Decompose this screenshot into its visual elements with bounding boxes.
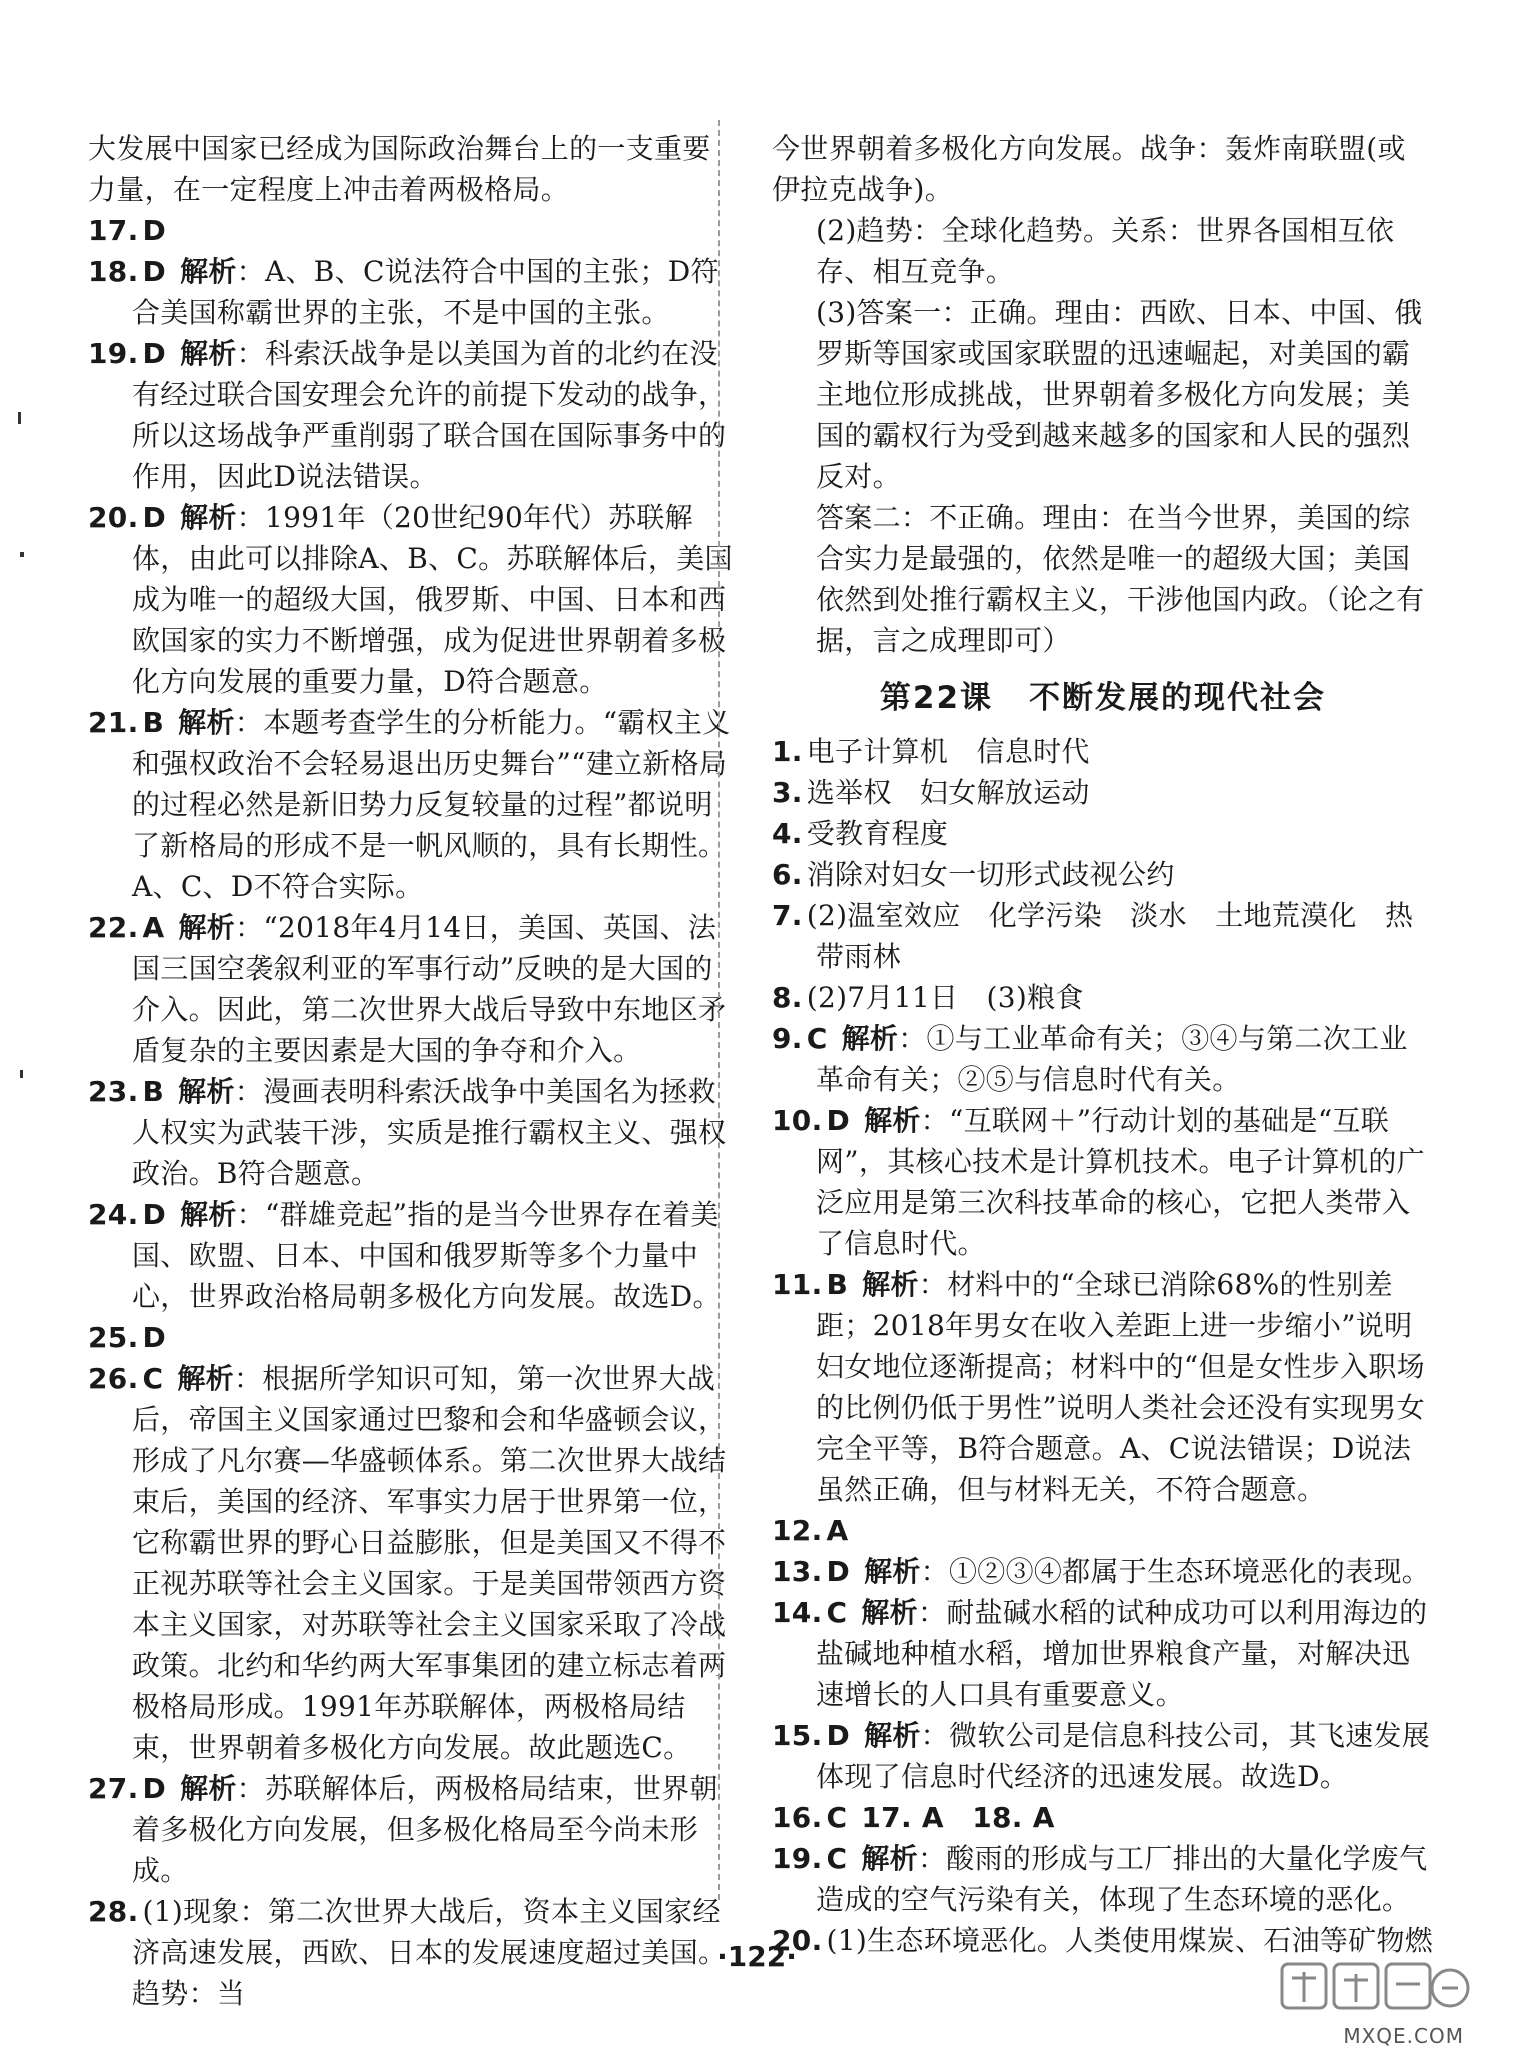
page-number: ·122· bbox=[717, 1940, 797, 1973]
item-answer: D bbox=[142, 214, 167, 247]
scan-mark bbox=[18, 412, 21, 424]
answer-item bbox=[772, 977, 1434, 1018]
item-answer: D bbox=[142, 1321, 167, 1354]
analysis-label: 解析 bbox=[862, 1268, 919, 1301]
analysis-colon: ： bbox=[236, 501, 265, 534]
analysis-label: 解析 bbox=[180, 1198, 237, 1231]
analysis-colon: ： bbox=[236, 255, 265, 288]
sub-answer bbox=[772, 497, 1434, 661]
answer-item bbox=[772, 813, 1434, 854]
analysis-label: 解析 bbox=[180, 501, 237, 534]
analysis-colon: ： bbox=[236, 337, 265, 370]
item-text: (2)7月11日 (3)粮食 bbox=[806, 981, 1084, 1014]
answer-item bbox=[772, 731, 1434, 772]
item-text: 1991年（20世纪90年代）苏联解体，由此可以排除A、B、C。苏联解体后，美国成为唯一的超级大国，俄罗斯、中国、日本和西欧国家的实力不断增强，成为促进世界朝着多极化方向发展的重要力量，D符合题意。 bbox=[132, 501, 733, 698]
analysis-label: 解析 bbox=[177, 1362, 234, 1395]
analysis-colon: ： bbox=[917, 1596, 947, 1629]
item-text: 漫画表明科索沃战争中美国名为拯救人权实为武装干涉，实质是推行霸权主义、强权政治。B符合题意。 bbox=[132, 1075, 727, 1190]
analysis-label: 解析 bbox=[861, 1842, 918, 1875]
item-answer: C bbox=[826, 1842, 848, 1875]
answer-item bbox=[772, 772, 1434, 813]
answer-item bbox=[772, 1510, 1434, 1551]
answer-item bbox=[772, 895, 1434, 977]
analysis-label: 解析 bbox=[861, 1596, 918, 1629]
item-number: 20. bbox=[88, 501, 139, 534]
item-text: 受教育程度 bbox=[806, 817, 949, 850]
continued-text bbox=[88, 128, 736, 210]
item-number: 14. bbox=[772, 1596, 823, 1629]
item-text: (2)温室效应 化学污染 淡水 土地荒漠化 热带雨林 bbox=[806, 899, 1414, 973]
item-number: 20. bbox=[772, 1924, 823, 1957]
analysis-colon: ： bbox=[918, 1268, 948, 1301]
item-text: 选举权 妇女解放运动 bbox=[806, 776, 1090, 809]
answer-item bbox=[772, 1100, 1434, 1264]
item-number: 23. bbox=[88, 1075, 139, 1108]
analysis-colon: ： bbox=[234, 706, 264, 739]
item-text: (3)答案一：正确。理由：西欧、日本、中国、俄罗斯等国家或国家联盟的迅速崛起，对美国的霸主地位形成挑战，世界朝着多极化方向发展；美国的霸权行为受到越来越多的国家和人民的强烈反对。 bbox=[816, 296, 1423, 493]
item-answer: D bbox=[142, 1772, 167, 1805]
answer-item bbox=[88, 251, 736, 333]
answer-item bbox=[772, 1797, 1434, 1838]
item-number: 6. bbox=[772, 858, 803, 891]
item-text: 电子计算机 信息时代 bbox=[806, 735, 1090, 768]
item-answer: D bbox=[142, 337, 167, 370]
item-extra: 17. A 18. A bbox=[861, 1801, 1055, 1834]
answer-item bbox=[88, 1194, 736, 1317]
continued-text bbox=[772, 128, 1434, 210]
analysis-colon: ： bbox=[233, 1362, 263, 1395]
item-answer: A bbox=[142, 911, 165, 944]
watermark-text: MXQE.COM bbox=[1343, 2024, 1464, 2048]
item-answer: C bbox=[142, 1362, 164, 1395]
answer-item bbox=[88, 1768, 736, 1891]
item-number: 24. bbox=[88, 1198, 139, 1231]
item-text: 微软公司是信息科技公司，其飞速发展体现了信息时代经济的迅速发展。故选D。 bbox=[816, 1719, 1431, 1793]
item-answer: D bbox=[826, 1104, 851, 1137]
item-answer: D bbox=[826, 1555, 851, 1588]
item-number: 8. bbox=[772, 981, 803, 1014]
analysis-label: 解析 bbox=[178, 1075, 235, 1108]
item-number: 27. bbox=[88, 1772, 139, 1805]
answer-item bbox=[772, 1715, 1434, 1797]
analysis-label: 解析 bbox=[180, 337, 237, 370]
item-number: 21. bbox=[88, 706, 139, 739]
item-answer: D bbox=[142, 1198, 167, 1231]
analysis-label: 解析 bbox=[864, 1104, 921, 1137]
answer-item bbox=[772, 1018, 1434, 1100]
item-number: 3. bbox=[772, 776, 803, 809]
item-number: 10. bbox=[772, 1104, 823, 1137]
item-number: 18. bbox=[88, 255, 139, 288]
item-number: 13. bbox=[772, 1555, 823, 1588]
item-text: “互联网＋”行动计划的基础是“互联网”，其核心技术是计算机技术。电子计算机的广泛应用是第三次科技革命的核心，它把人类带入了信息时代。 bbox=[816, 1104, 1425, 1260]
answer-item bbox=[772, 1838, 1434, 1920]
item-number: 26. bbox=[88, 1362, 139, 1395]
item-answer: D bbox=[826, 1719, 851, 1752]
item-text: 苏联解体后，两极格局结束，世界朝着多极化方向发展，但多极化格局至今尚未形成。 bbox=[132, 1772, 718, 1887]
item-number: 19. bbox=[772, 1842, 823, 1875]
item-number: 16. bbox=[772, 1801, 823, 1834]
item-text: 消除对妇女一切形式歧视公约 bbox=[806, 858, 1175, 891]
analysis-label: 解析 bbox=[178, 706, 235, 739]
item-text: 科索沃战争是以美国为首的北约在没有经过联合国安理会允许的前提下发动的战争，所以这场战争严重削弱了联合国在国际事务中的作用，因此D说法错误。 bbox=[132, 337, 727, 493]
item-answer: C bbox=[826, 1596, 848, 1629]
item-number: 4. bbox=[772, 817, 803, 850]
analysis-label: 解析 bbox=[864, 1555, 921, 1588]
analysis-colon: ： bbox=[898, 1022, 927, 1055]
analysis-colon: ： bbox=[234, 1075, 264, 1108]
answer-item bbox=[88, 907, 736, 1071]
scan-mark bbox=[20, 1070, 23, 1078]
answer-item bbox=[88, 497, 736, 702]
section-heading bbox=[772, 675, 1434, 721]
analysis-colon: ： bbox=[920, 1555, 949, 1588]
analysis-label: 解析 bbox=[864, 1719, 921, 1752]
item-text: 今世界朝着多极化方向发展。战争：轰炸南联盟(或伊拉克战争)。 bbox=[772, 132, 1406, 206]
answer-item bbox=[88, 210, 736, 251]
sub-answer bbox=[772, 210, 1434, 292]
item-text: 耐盐碱水稻的试种成功可以利用海边的盐碱地种植水稻，增加世界粮食产量，对解决迅速增长的人口具有重要意义。 bbox=[816, 1596, 1428, 1711]
item-number: 22. bbox=[88, 911, 139, 944]
item-text: (1)生态环境恶化。人类使用煤炭、石油等矿物燃 bbox=[826, 1924, 1434, 1957]
item-number: 7. bbox=[772, 899, 803, 932]
item-text: 材料中的“全球已消除68%的性别差距；2018年男女在收入差距上进一步缩小”说明妇女地位逐渐提高；材料中的“但是女性步入职场的比例仍低于男性”说明人类社会还没有实现男女完全平等，B符合题意。A、C说法错误；D说法虽然正确，但与材料无关，不符合题意。 bbox=[816, 1268, 1425, 1506]
scan-mark bbox=[20, 552, 24, 557]
analysis-label: 解析 bbox=[180, 1772, 237, 1805]
item-answer: C bbox=[806, 1022, 828, 1055]
analysis-colon: ： bbox=[920, 1104, 949, 1137]
lesson-title: 不断发展的现代社会 bbox=[1029, 680, 1327, 716]
item-number: 17. bbox=[88, 214, 139, 247]
analysis-label: 解析 bbox=[180, 255, 237, 288]
item-text: 答案二：不正确。理由：在当今世界，美国的综合实力是最强的，依然是唯一的超级大国；美国依然到处推行霸权主义，干涉他国内政。（论之有据，言之成理即可） bbox=[816, 501, 1425, 657]
item-text: 根据所学知识可知，第一次世界大战后，帝国主义国家通过巴黎和会和华盛顿会议，形成了凡尔赛—华盛顿体系。第二次世界大战结束后，美国的经济、军事实力居于世界第一位，它称霸世界的野心日益膨胀，但是美国又不得不正视苏联等社会主义国家。于是美国带领西方资本主义国家，对苏联等社会主义国家采取了冷战政策。北约和华约两大军事集团的建立标志着两极格局形成。1991年苏联解体，两极格局结束，世界朝着多极化方向发展。故此题选C。 bbox=[132, 1362, 727, 1764]
analysis-colon: ： bbox=[917, 1842, 947, 1875]
column-divider bbox=[718, 120, 720, 1900]
item-number: 9. bbox=[772, 1022, 803, 1055]
item-text: 大发展中国家已经成为国际政治舞台上的一支重要力量，在一定程度上冲击着两极格局。 bbox=[88, 132, 711, 206]
item-number: 15. bbox=[772, 1719, 823, 1752]
item-number: 1. bbox=[772, 735, 803, 768]
item-answer: B bbox=[142, 706, 165, 739]
item-text: 酸雨的形成与工厂排出的大量化学废气造成的空气污染有关，体现了生态环境的恶化。 bbox=[816, 1842, 1428, 1916]
answer-item bbox=[88, 702, 736, 907]
lesson-number: 第22课 bbox=[879, 680, 994, 716]
answer-item bbox=[772, 1264, 1434, 1510]
item-text: ①②③④都属于生态环境恶化的表现。 bbox=[948, 1555, 1431, 1588]
item-text: (1)现象：第二次世界大战后，资本主义国家经济高速发展，西欧、日本的发展速度超过美国。趋势：当 bbox=[132, 1895, 727, 2010]
item-text: “群雄竞起”指的是当今世界存在着美国、欧盟、日本、中国和俄罗斯等多个力量中心，世界政治格局朝多极化方向发展。故选D。 bbox=[132, 1198, 721, 1313]
answer-item bbox=[772, 854, 1434, 895]
item-number: 19. bbox=[88, 337, 139, 370]
analysis-colon: ： bbox=[236, 1198, 265, 1231]
item-answer: C bbox=[826, 1801, 848, 1834]
item-answer: D bbox=[142, 501, 167, 534]
answer-item bbox=[772, 1592, 1434, 1715]
answer-item bbox=[88, 1317, 736, 1358]
item-text: ①与工业革命有关；③④与第二次工业革命有关；②⑤与信息时代有关。 bbox=[816, 1022, 1408, 1096]
item-number: 11. bbox=[772, 1268, 823, 1301]
item-answer: B bbox=[142, 1075, 165, 1108]
analysis-colon: ： bbox=[236, 1772, 265, 1805]
item-number: 12. bbox=[772, 1514, 823, 1547]
sub-answer bbox=[772, 292, 1434, 497]
item-answer: D bbox=[142, 255, 167, 288]
item-text: “2018年4月14日，美国、英国、法国三国空袭叙利亚的军事行动”反映的是大国的介入。因此，第二次世界大战后导致中东地区矛盾复杂的主要因素是大国的争夺和介入。 bbox=[132, 911, 727, 1067]
analysis-colon: ： bbox=[235, 911, 264, 944]
analysis-label: 解析 bbox=[841, 1022, 899, 1055]
item-number: 25. bbox=[88, 1321, 139, 1354]
answer-item bbox=[88, 1071, 736, 1194]
item-text: A、B、C说法符合中国的主张；D符合美国称霸世界的主张，不是中国的主张。 bbox=[132, 255, 719, 329]
left-column bbox=[88, 128, 736, 2014]
item-number: 28. bbox=[88, 1895, 139, 1928]
item-answer: B bbox=[826, 1268, 849, 1301]
right-column bbox=[772, 128, 1434, 1961]
item-text: (2)趋势：全球化趋势。关系：世界各国相互依存、相互竞争。 bbox=[816, 214, 1395, 288]
item-answer: A bbox=[826, 1514, 849, 1547]
answer-item bbox=[772, 1551, 1434, 1592]
answer-item bbox=[88, 333, 736, 497]
analysis-colon: ： bbox=[920, 1719, 949, 1752]
answer-item bbox=[88, 1358, 736, 1768]
item-text: 本题考查学生的分析能力。“霸权主义和强权政治不会轻易退出历史舞台”“建立新格局的过程必然是新旧势力反复较量的过程”都说明了新格局的形成不是一帆风顺的，具有长期性。A、C、D不符合实际。 bbox=[132, 706, 731, 903]
analysis-label: 解析 bbox=[178, 911, 236, 944]
